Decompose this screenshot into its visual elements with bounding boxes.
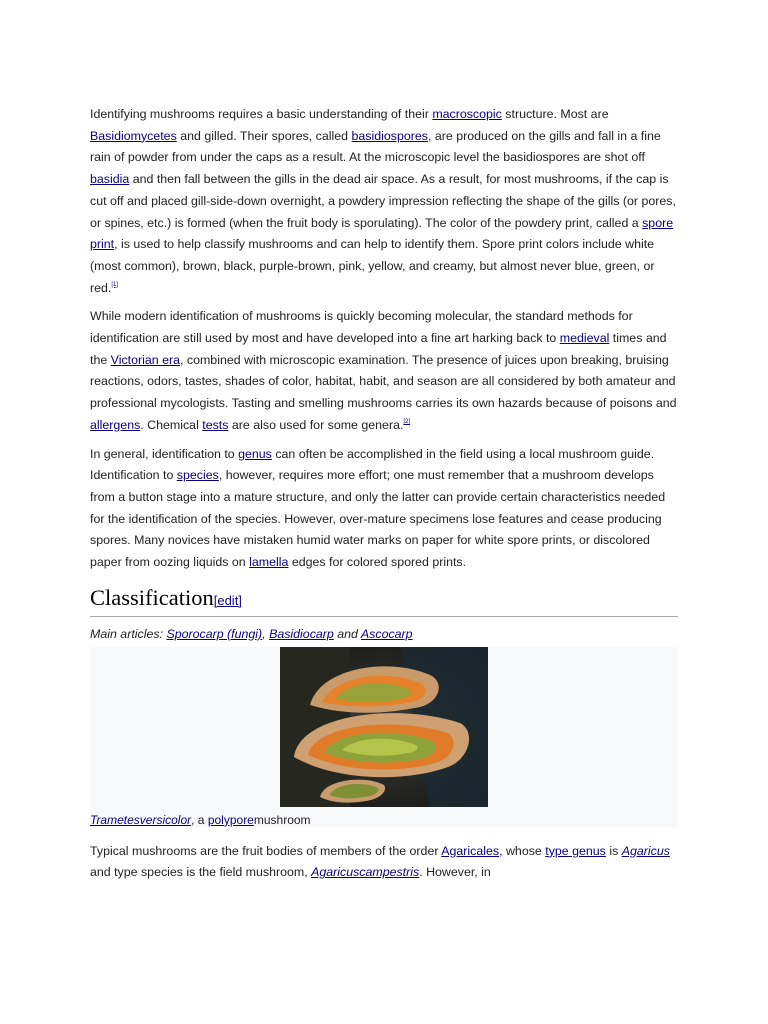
text: . Chemical (140, 417, 203, 432)
link-basidia[interactable]: basidia (90, 172, 130, 187)
link-allergens[interactable]: allergens (90, 417, 141, 432)
figure-caption (90, 812, 311, 828)
link-genus[interactable]: genus (238, 446, 272, 461)
text: , is used to help classify mushrooms and can help to identify them. Spore print colors include white (most common), brown, black, purple-brown, pink, yellow, and creamy, but almost never blue, green, or red. (90, 237, 655, 295)
paragraph-genus-species (90, 444, 678, 574)
text: and then fall between the gills in the dead air space. As a result, for most mushrooms, if the cap is cut off and placed gill-side-down overnight, a powdery impression reflecting the shape of the gills (or pores, or spines, etc.) is formed (when the fruit body is sporulating). The color of the powdery print, called a (90, 172, 676, 230)
paragraph-modern-identification (90, 306, 678, 436)
link-species[interactable]: species (176, 468, 219, 483)
link-basidiocarp[interactable]: Basidiocarp (269, 626, 334, 641)
text: In general, identification to (90, 446, 239, 461)
section-title: Classification (90, 584, 214, 610)
reference-2[interactable]: [2] (403, 418, 411, 425)
text: , whose (499, 843, 546, 858)
link-trametes-versicolor[interactable]: Trametesversicolor (90, 812, 192, 827)
figure-box (90, 647, 678, 827)
link-basidiomycetes[interactable]: Basidiomycetes (90, 128, 177, 143)
link-sporocarp[interactable]: Sporocarp (fungi) (166, 626, 263, 641)
link-macroscopic[interactable]: macroscopic (432, 107, 502, 121)
text: and gilled. Their spores, called (176, 128, 352, 143)
link-tests[interactable]: tests (202, 417, 229, 432)
reference-1[interactable]: [1] (111, 281, 119, 288)
text: structure. Most are (501, 107, 609, 121)
text: times and the (90, 331, 667, 367)
text: are also used for some genera. (228, 417, 404, 432)
link-type-genus[interactable]: type genus (545, 843, 606, 858)
paragraph-typical-mushrooms (90, 841, 678, 884)
text: Typical mushrooms are the fruit bodies of members of the order (90, 843, 442, 858)
text: While modern identification of mushrooms is quickly becoming molecular, the standard methods for identification are still used by most and have developed into a fine art harking back to (90, 309, 633, 346)
link-medieval[interactable]: medieval (559, 331, 610, 346)
text: Main articles: (90, 626, 167, 641)
text: . However, in (419, 865, 491, 880)
section-heading-classification (90, 584, 678, 617)
link-agaricales[interactable]: Agaricales (441, 843, 500, 858)
text: , combined with microscopic examination. The presence of juices upon breaking, bruising reactions, odors, tastes, shades of color, habitat, habit, and season are all considered by both amateur and professional mycologists. Tasting and smelling mushrooms carries its own hazards because of poisons and (90, 352, 677, 411)
paragraph-identification (90, 104, 678, 299)
text: can often be accomplished in the field using a local mushroom guide. Identification to (90, 446, 655, 483)
text: , (262, 626, 270, 641)
link-lamella[interactable]: lamella (249, 555, 289, 570)
link-polypore[interactable]: polypore (207, 812, 254, 827)
edit-section-link[interactable]: [edit] (213, 592, 242, 608)
link-agaricus[interactable]: Agaricus (621, 843, 670, 858)
text: and (333, 626, 361, 641)
text: mushroom (253, 812, 311, 827)
link-victorian-era[interactable]: Victorian era (110, 352, 181, 367)
text: , a (191, 812, 208, 827)
text: and type species is the field mushroom, (90, 865, 312, 880)
main-articles-hatnote (90, 624, 678, 644)
link-agaricus-campestris[interactable]: Agaricuscampestris (311, 865, 420, 880)
text: is (605, 843, 622, 858)
text: Identifying mushrooms requires a basic understanding of their (90, 107, 433, 121)
text: edges for colored spored prints. (288, 555, 467, 570)
link-spore-print[interactable]: spore print (90, 215, 674, 252)
article-body (90, 104, 678, 891)
text: , are produced on the gills and fall in a fine rain of powder from under the caps as a result. At the microscopic level the basidiospores are shot off (90, 128, 661, 165)
link-ascocarp[interactable]: Ascocarp (360, 626, 413, 641)
text: , however, requires more effort; one must remember that a mushroom develops from a button stage into a mature structure, and only the latter can provide certain characteristics needed for the identification of the species. However, over-mature specimens lose features and cease producing spores. Many novices have mistaken humid water marks on paper for white spore prints, or discolored paper from oozing liquids on (90, 468, 666, 570)
trametes-versicolor-image[interactable] (280, 647, 488, 807)
link-basidiospores[interactable]: basidiospores (351, 128, 428, 143)
